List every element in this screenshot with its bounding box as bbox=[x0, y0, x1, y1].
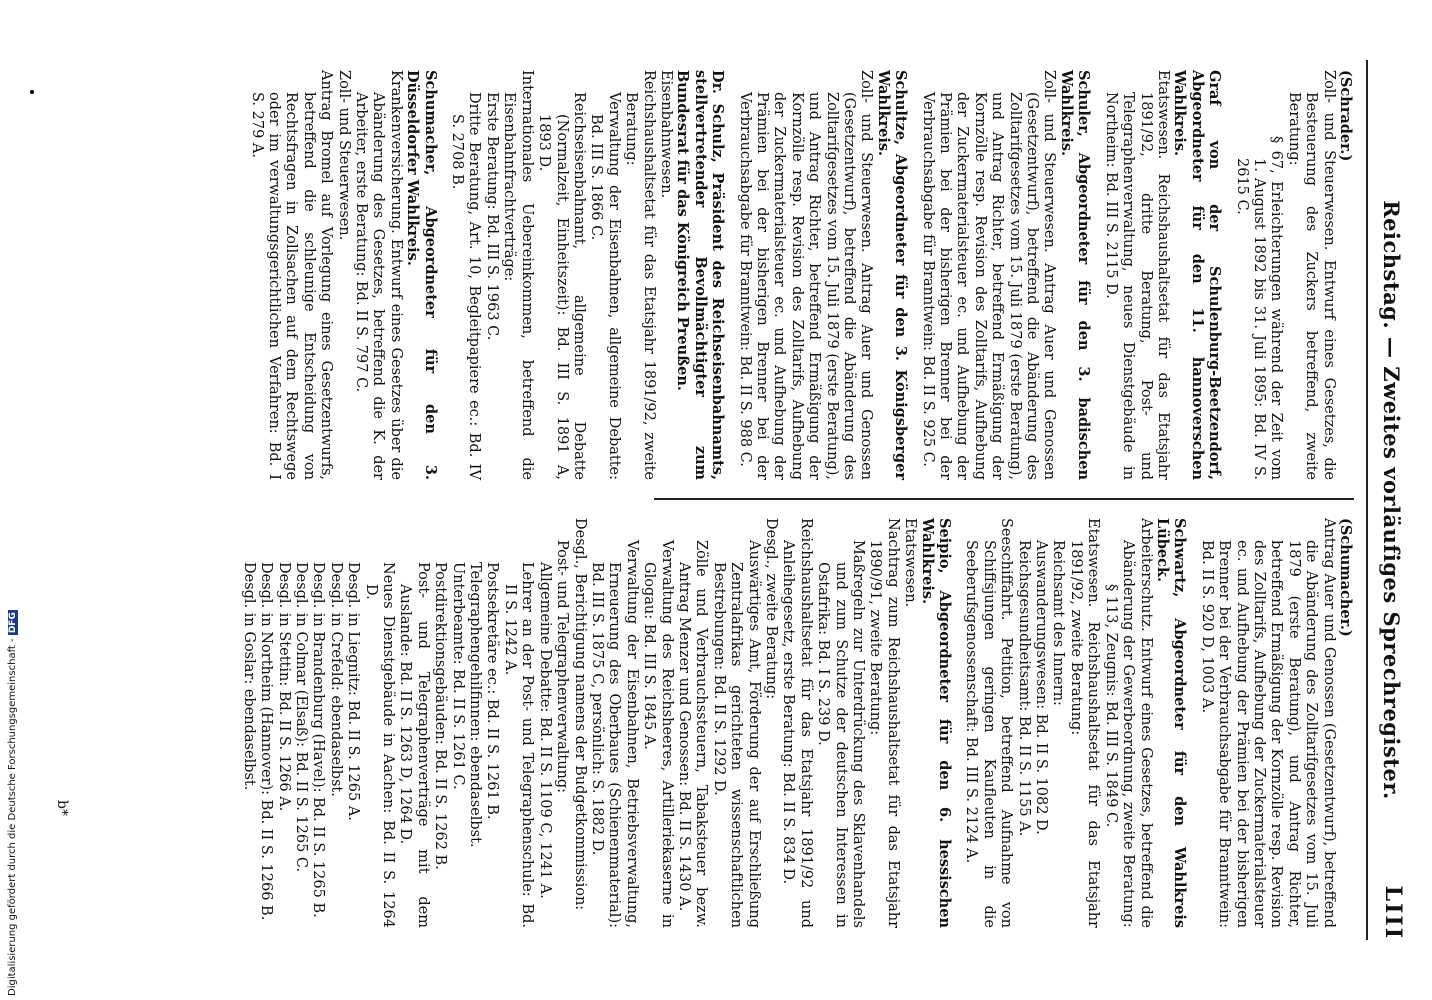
register-entry-heading: Schultze, Abgeordneter für den 3. Königsberger Wahlkreis. bbox=[874, 70, 910, 480]
register-entry-line: Etatswesen. bbox=[902, 518, 919, 608]
header-rule bbox=[1366, 60, 1368, 940]
register-entry-line: Verwaltung des Reichsheeres, Artilleriekaserne in Glogau: Bd. III S. 1845 A. bbox=[641, 540, 675, 928]
register-entry-line: § 67, Erleichterungen während der Zeit vom 1. August 1892 bis 31. Juli 1895: Bd. IV S. 2615 C. bbox=[1233, 136, 1285, 480]
register-entry-heading: Schumacher, Abgeordneter für den 3. Düsseldorfer Wahlkreis. bbox=[404, 70, 439, 480]
register-entry-line: Zoll- und Steuerwesen. Antrag Auer und Genossen (Gesetzentwurf), betreffend die Abänderung des Zolltarifgesetzes vom 15. Juli 1879 (erste Beratung), und Antrag Richter, betreffend Ermäßigung der Kornzölle resp. Revision des Zolltarifs, Aufhebung der Zuckermaterialsteuer ec. und Aufhebung der Prämien bei der bisherigen Brenner bei der Verbrauchsabgabe für Branntwein: Bd. II S. 988 C. bbox=[736, 70, 875, 480]
register-entry-line: Neues Dienstgebäude in Aachen: Bd. II S. 1264 D. bbox=[362, 562, 397, 928]
register-entry-line: Lehrer an der Post- und Telegraphenschule: Bd. II S. 1242 A. bbox=[501, 562, 536, 928]
register-entry-line: Zölle und Verbrauchssteuern, Tabaksteuer bezw. Antrag Menzer und Genossen: Bd. II S. 1430 A. bbox=[675, 540, 710, 928]
dfg-logo: DFG bbox=[8, 612, 18, 634]
register-entry-line: Allgemeine Debatte: Bd. II S. 1109 C, 1241 A. bbox=[536, 562, 553, 899]
right-column bbox=[239, 518, 1354, 928]
entry-spacer bbox=[439, 70, 448, 480]
entry-spacer bbox=[1223, 70, 1232, 480]
entry-spacer bbox=[953, 518, 962, 928]
register-entry-line: Desgl. in Goslar: ebendaselbst. bbox=[240, 562, 257, 791]
register-entry-line: Zoll- und Steuerwesen. Entwurf eines Gesetzes, die Besteuerung des Zuckers betreffend, zweite Beratung: bbox=[1285, 70, 1337, 480]
register-entry-line: Desgl., Berichtigung namens der Budgetkommission: bbox=[571, 518, 588, 911]
register-entry-line: Post- und Telegraphenverwaltung: bbox=[554, 540, 571, 794]
register-entry-line: Antrag Bromel auf Vorlegung eines Gesetzentwurfs, betreffend die schleunige Entscheidung von Rechtsfragen in Zollsachen auf dem Rechtswege oder im verwaltungsgerichtlichen Verfahren: Bd. I S. 279 A. bbox=[248, 70, 335, 480]
register-entry-line: Internationales Uebereinkommen, betreffend die Eisenbahnfrachtverträge: bbox=[501, 70, 535, 480]
register-entry-line: § 113, Zeugnis: Bd. III S. 1849 C. bbox=[1102, 584, 1119, 828]
page-number: LIII bbox=[1380, 885, 1406, 940]
page-title: Reichstag. — Zweites vorläufiges Sprechregister. bbox=[1379, 200, 1404, 800]
register-entry-line: Reichsamt des Innern: bbox=[1050, 540, 1067, 706]
register-entry-line: Erste Beratung: Bd. III S. 1963 C. bbox=[483, 92, 500, 341]
register-entry-line: Desgl. in Liegnitz: Bd. II S. 1265 A. bbox=[345, 562, 362, 821]
register-entry-line: Etatswesen. Reichshaushaltsetat für das Etatsjahr 1891/92, dritte Beratung, Post- und Telegraphenverwaltung, neues Dienstgebäude in Northeim: Bd. III S. 2115 D. bbox=[1102, 70, 1171, 480]
register-entry-line: Desgl. in Colmar (Elsaß): Bd. II S. 1265 C. bbox=[293, 562, 310, 873]
register-entry-line: Seeschiffahrt. Petition, betreffend Aufnahme von Schiffsjungen geringen Kaufleuten in die Seeberufsgenossenschaft: Bd. III S. 2124 A. bbox=[963, 518, 1015, 928]
register-entry-line: Telegraphengehilfinnen: ebendaselbst. bbox=[467, 562, 484, 848]
register-entry-line: Dritte Beratung, Art. 10, Begleitpapiere ec.: Bd. IV S. 2708 B. bbox=[449, 92, 483, 480]
column-divider bbox=[654, 498, 1354, 500]
entry-spacer bbox=[1188, 518, 1197, 928]
register-entry-line: Eisenbahnwesen. bbox=[657, 70, 674, 199]
register-entry-heading: Schwartz, Abgeordneter für den Wahlkreis Lübeck. bbox=[1153, 518, 1189, 928]
register-entry-heading: Dr. Schulz, Präsident des Reichseisenbahnamts, stellvertretender Bevollmächtigter zum Bundesrat für das Königreich Preußen. bbox=[674, 70, 727, 480]
left-column bbox=[247, 70, 1354, 480]
register-entry-line: Reichshaushaltsetat für das Etatsjahr 1891/92, zweite Beratung: bbox=[623, 70, 657, 480]
register-entry-line: Desgl. in Northeim (Hannover): Bd. II S. 1266 B. bbox=[258, 562, 275, 921]
register-entry-line: Krankenversicherung. Entwurf eines Gesetzes über die Abänderung des Gesetzes, betreffend die K. der Arbeiter, erste Beratung: Bd. II S. 797 C. bbox=[353, 70, 404, 480]
register-entry-line: Maßregeln zur Unterdrückung des Sklavenhandels und zum Schutze der deutschen Interessen in Ostafrika: Bd. I S. 239 D. bbox=[815, 540, 867, 928]
register-entry-line: Unterbeamte: Bd. II S. 1261 C. bbox=[449, 562, 466, 790]
register-entry-line: Nachtrag zum Reichshaushaltsetat für das Etatsjahr 1890/91, zweite Beratung: bbox=[867, 518, 901, 928]
register-entry-line: Auswärtiges Amt, Förderung der auf Erschließung Zentralafrikas gerichteten wissenschaftlichen Bestrebungen: Bd. II S. 1292 D. bbox=[710, 540, 762, 928]
register-entry-line: Zoll- und Steuerwesen. Antrag Auer und Genossen (Gesetzentwurf), betreffend die Abänderung des Zolltarifgesetzes vom 15. Juli 1879 (erste Beratung), und Antrag Richter, betreffend Ermäßigung der Kornzölle resp. Revision des Zolltarifs, Aufhebung der Zuckermaterialsteuer ec. und Aufhebung der Prämien bei der bisherigen Brenner bei der Verbrauchsabgabe für Branntwein: Bd. II S. 925 C. bbox=[919, 70, 1058, 480]
register-entry-line: Postsekretäre ec.: Bd. II S. 1261 B. bbox=[484, 562, 501, 820]
signature-mark: b* bbox=[54, 800, 70, 816]
register-entry-line: Post- und Telegraphenverträge mit dem Auslande: Bd. II S. 1263 D, 1264 D. bbox=[397, 562, 431, 928]
register-entry-line: Postdirektionsgebäuden: Bd. II S. 1262 B. bbox=[432, 562, 449, 870]
register-entry-line: Desgl., zweite Beratung: bbox=[763, 518, 779, 700]
register-entry-line: Arbeiterschutz. Entwurf eines Gesetzes, betreffend die Abänderung der Gewerbeordnung, zweite Beratung: bbox=[1120, 518, 1154, 928]
register-entry-line: Reichseisenbahnamt, allgemeine Debatte (Normalzeit, Einheitszeit): Bd. III S. 1891 A, 1893 D. bbox=[536, 92, 587, 480]
register-entry-line: Antrag Auer und Genossen (Gesetzentwurf), betreffend die Abänderung des Zolltarifgesetzes vom 15. Juli 1879 (erste Beratung), und Antrag Richter, betreffend Ermäßigung der Kornzölle resp. Revision des Zolltarifs, Aufhebung der Zuckermaterialsteuer ec. und Aufhebung der Prämien bei der bisherigen Brenner bei der Verbrauchsabgabe für Branntwein: Bd. II S. 920 D, 1003 A. bbox=[1198, 518, 1337, 928]
register-entry-line: Auswanderungswesen: Bd. II S. 1082 D. bbox=[1033, 540, 1050, 835]
register-entry-line: Desgl. in Brandenburg (Havel): Bd. II S. 1265 B. bbox=[310, 562, 327, 918]
entry-spacer bbox=[909, 70, 918, 480]
register-entry-line: Reichsgesundheitsamt: Bd. II S. 1155 A. bbox=[1015, 540, 1032, 837]
entry-spacer bbox=[726, 70, 735, 480]
register-entry-heading: Seipio, Abgeordneter für den 6. hessischen Wahlkreis. bbox=[918, 518, 954, 928]
entry-spacer bbox=[1092, 70, 1101, 480]
footer-text: Digitalisierung gefördert durch die Deutsche Forschungsgemeinschaft - bbox=[7, 638, 18, 996]
register-entry-heading: Graf von der Schulenburg-Beetzendorf, Abgeordneter für den 11. hannoverschen Wahlkreis. bbox=[1171, 70, 1224, 480]
register-entry-line: Reichshaushaltsetat für das Etatsjahr 1891/92 und Anleihegesetz, erste Beratung: Bd. II S. 834 D. bbox=[780, 518, 814, 928]
register-entry-heading: Schuler, Abgeordneter für den 3. badischen Wahlkreis. bbox=[1057, 70, 1093, 480]
page-header bbox=[1380, 60, 1420, 940]
register-entry-line: Desgl. in Crefeld: ebendaselbst. bbox=[327, 562, 344, 797]
register-entry-line: Zoll- und Steuerwesen. bbox=[335, 70, 352, 241]
register-entry-line: Desgl. in Stettin: Bd. II S. 1266 A. bbox=[275, 562, 292, 812]
register-entry-line: Verwaltung der Eisenbahnen, Betriebsverwaltung, Erneuerung des Oberbaues (Schienenmaterial): Bd. III S. 1875 C, persönlich: S. 1882 D. bbox=[588, 540, 640, 928]
register-entry-line: Etatswesen. Reichshaushaltsetat für das Etatsjahr 1891/92, zweite Beratung: bbox=[1067, 518, 1102, 928]
register-entry-heading: (Schumacher.) bbox=[1337, 518, 1354, 637]
register-entry-line: Verwaltung der Eisenbahnen, allgemeine Debatte: Bd. III S. 1866 C. bbox=[588, 92, 622, 480]
register-entry-heading: (Schrader.) bbox=[1337, 70, 1354, 162]
